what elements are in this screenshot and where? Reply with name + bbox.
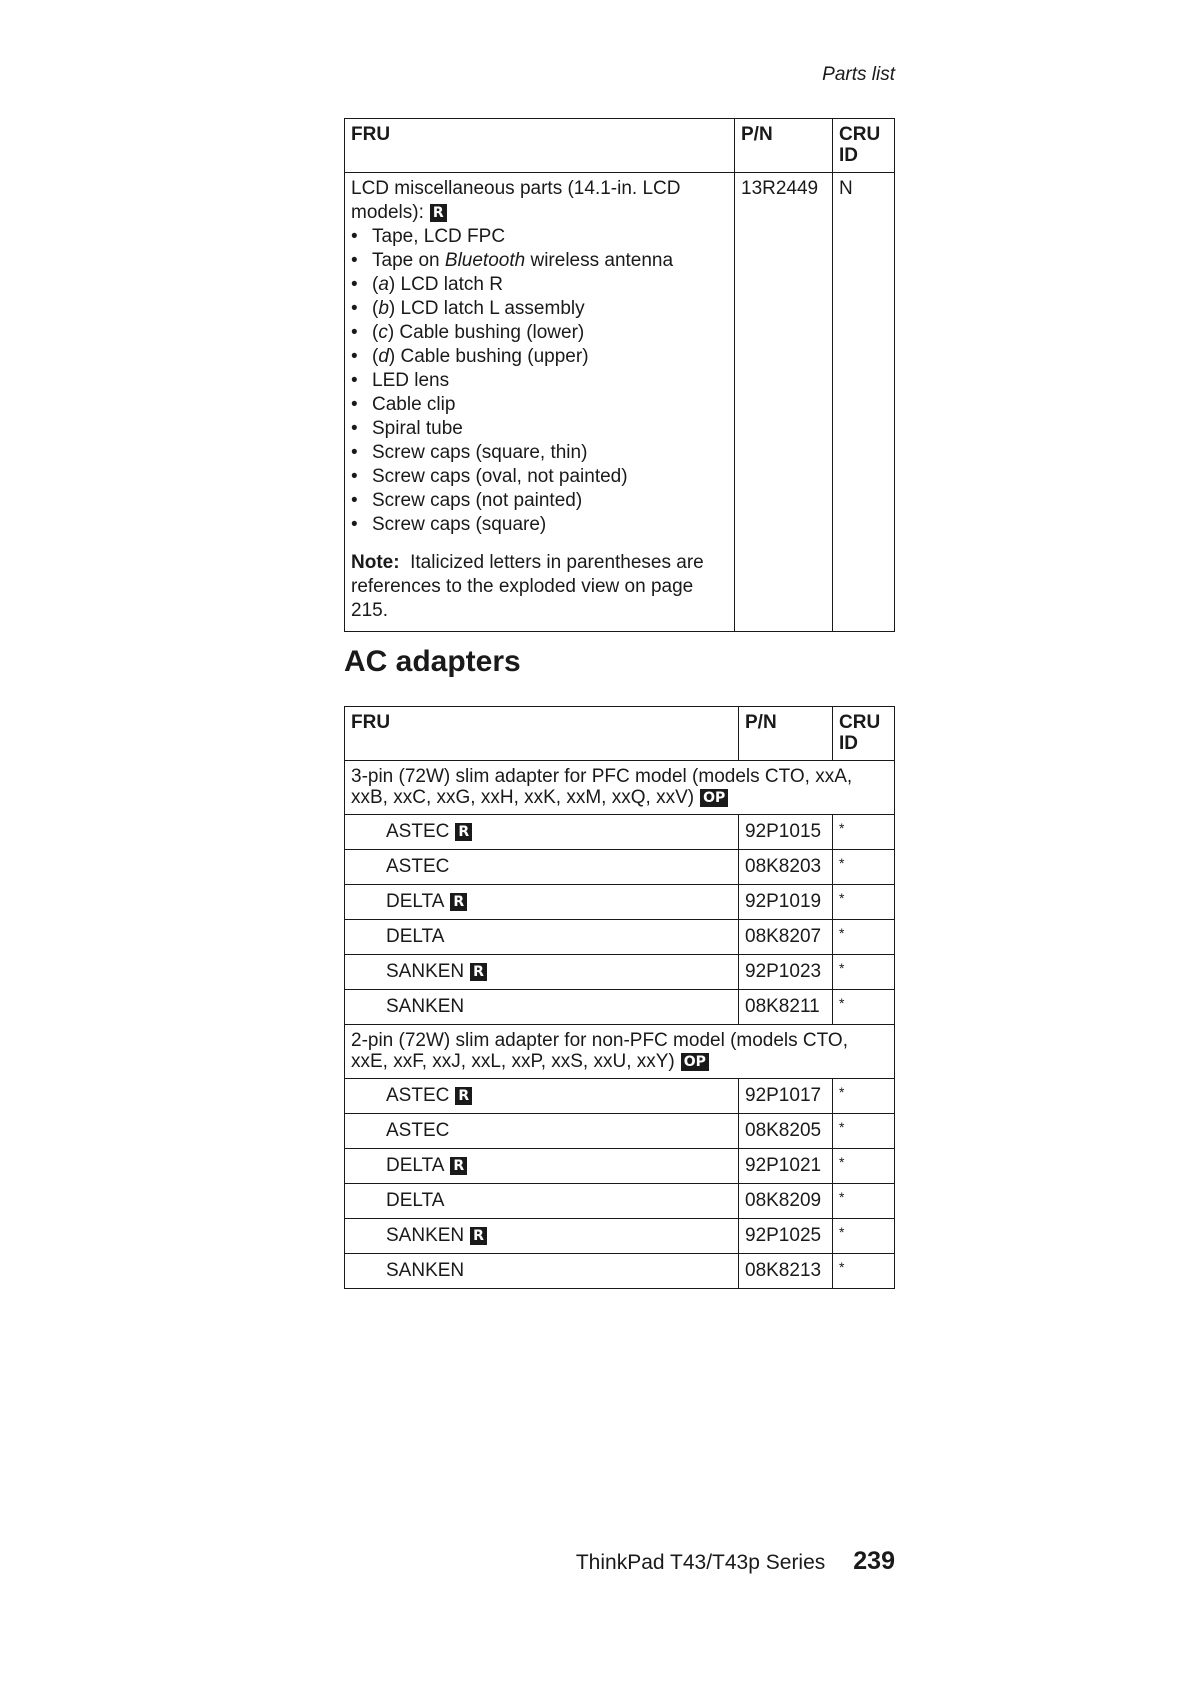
vendor-name: ASTEC	[386, 821, 450, 842]
part-number: 92P1019	[739, 885, 833, 920]
table-row	[345, 1184, 895, 1219]
table-row	[345, 885, 895, 920]
part-number: 08K8211	[739, 990, 833, 1025]
table-row	[345, 920, 895, 955]
table-row	[345, 1114, 895, 1149]
table-header-row	[345, 119, 895, 173]
part-number: 92P1025	[739, 1219, 833, 1254]
fru-description-text: LCD miscellaneous parts (14.1-in. LCD models):	[351, 178, 681, 223]
cru-id: *	[833, 1114, 895, 1149]
part-number: 08K8205	[739, 1114, 833, 1149]
header-fru: FRU	[345, 707, 739, 761]
group-title-cell	[345, 1025, 895, 1079]
cru-id: *	[833, 955, 895, 990]
list-item: • Tape on Bluetooth wireless antenna	[351, 249, 728, 273]
cru-id: *	[833, 1254, 895, 1289]
series-title: ThinkPad T43/T43p Series	[575, 1551, 826, 1574]
table-row	[345, 850, 895, 885]
parts-list	[351, 225, 728, 537]
vendor-name: SANKEN	[345, 1254, 739, 1289]
vendor-name: ASTEC	[345, 850, 739, 885]
part-number: 92P1017	[739, 1079, 833, 1114]
list-item: • (b) LCD latch L assembly	[351, 297, 728, 321]
table-row	[345, 990, 895, 1025]
part-number: 13R2449	[735, 173, 833, 632]
table-header-row	[345, 707, 895, 761]
table-row	[345, 1254, 895, 1289]
part-number: 08K8207	[739, 920, 833, 955]
restricted-tag: R	[470, 963, 487, 981]
fru-description	[345, 173, 735, 632]
cru-id: N	[833, 173, 895, 632]
cru-id: *	[833, 885, 895, 920]
restricted-tag: R	[450, 893, 467, 911]
cru-id: *	[833, 815, 895, 850]
list-item: • Screw caps (square)	[351, 513, 728, 537]
ac-adapters-table	[344, 706, 895, 1289]
vendor-name: DELTA	[386, 1155, 445, 1176]
part-number: 92P1015	[739, 815, 833, 850]
table-row	[345, 1219, 895, 1254]
cru-id: *	[833, 990, 895, 1025]
restricted-tag: R	[430, 204, 447, 222]
list-item: • Tape, LCD FPC	[351, 225, 728, 249]
part-number: 08K8209	[739, 1184, 833, 1219]
header-cru-id: CRU ID	[833, 707, 895, 761]
list-item: • Spiral tube	[351, 417, 728, 441]
table-row	[345, 173, 895, 632]
list-item: • Screw caps (not painted)	[351, 489, 728, 513]
header-pn: P/N	[739, 707, 833, 761]
vendor-name: SANKEN	[386, 1225, 465, 1246]
group-row	[345, 761, 895, 815]
list-item: • Screw caps (square, thin)	[351, 441, 728, 465]
restricted-tag: R	[470, 1227, 487, 1245]
table-row	[345, 955, 895, 990]
part-number: 92P1021	[739, 1149, 833, 1184]
option-tag: OP	[681, 1053, 709, 1071]
vendor-cell	[345, 1219, 739, 1254]
vendor-name: DELTA	[345, 920, 739, 955]
cru-id: *	[833, 1184, 895, 1219]
group-row	[345, 1025, 895, 1079]
page-number: 239	[853, 1547, 895, 1575]
list-item: • (a) LCD latch R	[351, 273, 728, 297]
restricted-tag: R	[455, 823, 472, 841]
table-row	[345, 1079, 895, 1114]
vendor-cell	[345, 885, 739, 920]
section-title: AC adapters	[344, 645, 521, 678]
vendor-cell	[345, 955, 739, 990]
header-cru-id: CRU ID	[833, 119, 895, 173]
vendor-name: SANKEN	[386, 961, 465, 982]
note-text: Italicized letters in parentheses are references to the exploded view on page 215.	[351, 552, 704, 621]
header-pn: P/N	[735, 119, 833, 173]
list-item: • (c) Cable bushing (lower)	[351, 321, 728, 345]
cru-id: *	[833, 920, 895, 955]
restricted-tag: R	[455, 1087, 472, 1105]
vendor-cell	[345, 815, 739, 850]
option-tag: OP	[700, 789, 728, 807]
header-fru: FRU	[345, 119, 735, 173]
cru-id: *	[833, 1079, 895, 1114]
vendor-cell	[345, 1149, 739, 1184]
group-title: 2-pin (72W) slim adapter for non-PFC model (models CTO, xxE, xxF, xxJ, xxL, xxP, xxS, xxU, xxY)	[351, 1030, 848, 1072]
table-row	[345, 1149, 895, 1184]
note	[351, 551, 728, 623]
vendor-cell	[345, 1079, 739, 1114]
vendor-name: DELTA	[386, 891, 445, 912]
lcd-parts-table	[344, 118, 895, 632]
list-item: • LED lens	[351, 369, 728, 393]
list-item: • Screw caps (oval, not painted)	[351, 465, 728, 489]
part-number: 08K8203	[739, 850, 833, 885]
part-number: 92P1023	[739, 955, 833, 990]
list-item: • Cable clip	[351, 393, 728, 417]
page-footer	[344, 1547, 895, 1576]
group-title: 3-pin (72W) slim adapter for PFC model (models CTO, xxA, xxB, xxC, xxG, xxH, xxK, xxM, xxQ, xxV)	[351, 766, 853, 808]
running-head: Parts list	[822, 64, 895, 85]
list-item: • (d) Cable bushing (upper)	[351, 345, 728, 369]
cru-id: *	[833, 850, 895, 885]
table-row	[345, 815, 895, 850]
vendor-name: SANKEN	[345, 990, 739, 1025]
restricted-tag: R	[450, 1157, 467, 1175]
vendor-name: ASTEC	[386, 1085, 450, 1106]
vendor-name: DELTA	[345, 1184, 739, 1219]
group-title-cell	[345, 761, 895, 815]
cru-id: *	[833, 1219, 895, 1254]
cru-id: *	[833, 1149, 895, 1184]
part-number: 08K8213	[739, 1254, 833, 1289]
note-label: Note:	[351, 552, 400, 573]
vendor-name: ASTEC	[345, 1114, 739, 1149]
